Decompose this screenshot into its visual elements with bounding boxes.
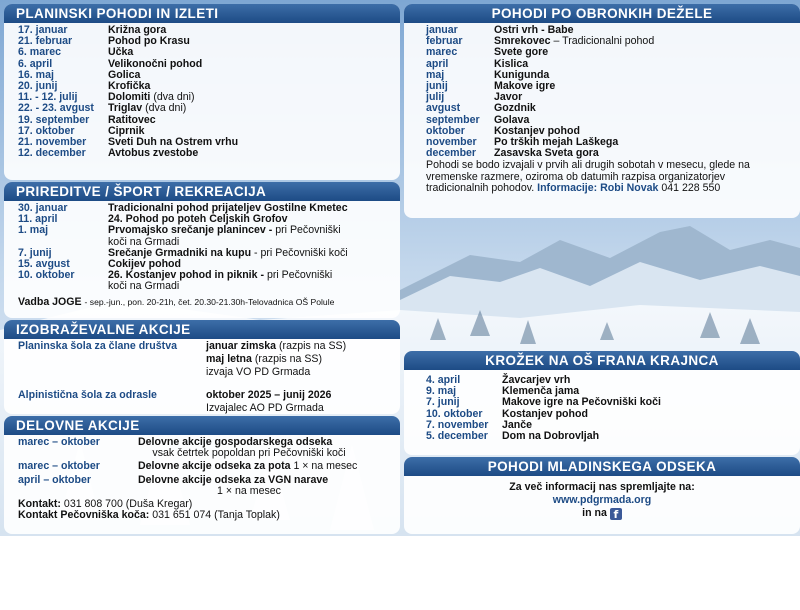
izobrazevalne-panel [4,320,400,414]
event-name: Cokijev pohod [108,258,181,271]
info-phone: 041 228 550 [661,181,721,194]
school-row [4,367,400,378]
event-date: september [426,113,480,126]
event-note: pri Pečovniški [266,269,333,282]
event-date: maj [426,68,445,81]
event-name: Dolomiti [108,91,151,104]
event-name: Makove igre [494,80,556,93]
contact-koca-value: 031 651 074 (Tanja Toplak) [152,509,280,522]
event-name-wrap [108,59,400,70]
event-sub: vsak četrtek popoldan pri Pečovniški koči [152,447,346,460]
event-name: Smrekovec [494,35,551,48]
event-date: januar [426,24,458,36]
event-name: Triglav [108,102,143,115]
school-period: januar zimska [206,340,277,352]
school-note: izvaja VO PD Grmada [206,366,311,379]
event-name: 24. Pohod po poteh Celjskih Grofov [108,213,288,226]
event-name-wrap [108,148,400,159]
delovne-panel [4,416,400,534]
event-date: 6. marec [18,46,61,59]
event-name: Dom na Dobrovljah [502,430,600,443]
joga-place: -Telovadnica OŠ Polule [245,296,335,307]
event-date: oktober [426,124,465,137]
school-note: (razpis na SS) [279,340,347,352]
event-row [4,475,400,497]
mladinski-line3: in na [582,507,607,519]
planinski-pohodi-panel [4,4,400,180]
obronki-list [404,23,800,159]
event-name: Pohod po Krasu [108,35,190,48]
krozek-list [404,370,800,442]
event-name: Kunigunda [494,68,550,81]
event-note: – Tradicionalni pohod [553,35,655,48]
spacer [4,379,400,388]
mladinski-info [404,476,800,520]
event-row [4,59,400,70]
event-note: pri Pečovniški [275,224,341,237]
event-date: julij [426,91,445,104]
mladinski-line1: Za več informacij nas spremljajte na: [509,481,695,493]
mladinski-panel [404,457,800,534]
event-row [404,36,800,47]
delovne-list [4,435,400,497]
facebook-icon[interactable]: f [610,508,622,520]
event-date: 10. oktober [18,269,75,282]
school-name [18,367,206,378]
event-name-wrap [108,36,400,47]
event-row [404,375,800,386]
event-row [404,81,800,92]
event-row [404,397,800,408]
event-name: 26. Kostanjev pohod in piknik - [108,269,264,282]
school-row [4,354,400,365]
event-name: Avtobus zvestobe [108,147,199,160]
event-row [4,36,400,47]
school-detail [206,403,324,414]
event-name-wrap [494,81,800,92]
school-name [18,403,206,414]
event-name: Prvomajsko srečanje planincev - [108,224,273,237]
izobrazevalne-list [4,341,400,414]
event-name: Žavcarjev vrh [502,374,571,386]
event-date: 11. - 12. julij [18,91,78,104]
event-sub: koči na Grmadi [108,235,180,248]
event-name: Srečanje Grmadniki na kupu [108,246,252,259]
event-note: - pri Pečovniški koči [254,246,348,259]
event-date: 15. avgust [18,258,70,271]
event-row [404,47,800,58]
info-label: Informacije: [537,181,598,194]
school-detail [206,390,331,401]
event-row [4,225,400,247]
event-sub: 1 × na mesec [217,484,281,497]
event-note: 1 × na mesec [293,460,358,473]
event-date: 19. september [18,113,90,126]
event-date: 17. januar [18,24,68,36]
event-date: 4. april [426,374,461,386]
event-date: 1. maj [18,224,49,237]
event-row [404,148,800,159]
prireditve-panel [4,182,400,318]
contact-koca-line [4,510,400,521]
event-name-wrap [138,475,400,497]
event-name: Makove igre na Pečovniški koči [502,396,661,409]
website-link[interactable]: www.pdgrmada.org [552,494,652,506]
obronki-note-text: Pohodi se bodo izvajali v prvih ali drugih sobotah v mesecu, glede na vremenske razmere, oziroma ob datumih razpisa organizatorjev tradicionalnih pohodov. [426,159,750,194]
event-row [404,92,800,103]
event-name-wrap [108,270,400,292]
event-date: 7. junij [426,396,460,409]
event-date: 6. april [18,57,53,70]
event-date: marec – oktober [18,460,100,473]
event-row [4,148,400,159]
event-name-wrap [138,461,400,472]
contact-value: 031 808 700 (Duša Kregar) [63,498,193,511]
joga-line [4,293,400,308]
event-name: Delovne akcije gospodarskega odseka [138,436,333,448]
event-date: 12. december [18,147,86,160]
event-row [404,103,800,114]
event-name-wrap [138,437,400,459]
event-row [4,437,400,459]
school-name: Planinska šola za člane društva [18,340,177,352]
event-name-wrap [494,103,800,114]
event-date: 22. - 23. avgust [18,102,94,115]
event-name-wrap [494,148,800,159]
event-name-wrap [108,115,400,126]
event-date: 7. junij [18,246,52,259]
event-name-wrap [502,431,800,442]
event-note: (dva dni) [153,91,195,104]
event-name: Zasavska Sveta gora [494,147,599,160]
event-date: 21. februar [18,35,73,48]
school-note: Izvajalec AO PD Grmada [206,401,324,414]
school-detail [206,367,310,378]
krozek-panel [404,351,800,455]
event-name: Golica [108,68,141,81]
event-name: Svete gore [494,46,549,59]
event-date: 21. november [18,136,87,149]
panel-title: PRIREDITVE / ŠPORT / REKREACIJA [4,182,400,201]
event-name-wrap [494,92,800,103]
event-date: april – oktober [18,473,91,486]
panel-title: POHODI MLADINSKEGA ODSEKA [404,457,800,476]
obronki-pohodi-panel [404,4,800,218]
event-date: 20. junij [18,80,58,93]
event-name: Ostri vrh - Babe [494,24,574,36]
event-name: Janče [502,418,533,431]
event-date: 11. april [18,213,58,226]
school-row [4,390,400,401]
event-date: november [426,136,477,149]
joga-time: - sep.-jun., pon. 20-21h, čet. 20.30-21.30h [84,296,246,307]
event-sub: koči na Grmadi [108,280,180,293]
prireditve-list [4,201,400,293]
school-note: (razpis na SS) [254,353,323,366]
event-name: Kostanjev pohod [502,407,588,420]
obronki-note [404,159,800,194]
event-date: 10. oktober [426,407,483,420]
event-name-wrap [108,225,400,247]
event-name: Učka [108,46,134,59]
event-date: marec – oktober [18,436,100,448]
school-row [4,341,400,352]
event-name-wrap [494,47,800,58]
event-name: Javor [494,91,523,104]
event-name-wrap [108,70,400,81]
contact-label: Kontakt: [18,498,61,511]
event-date: junij [426,80,448,93]
event-date: april [426,57,449,70]
event-name: Po trških mejah Laškega [494,136,619,149]
event-name: Delovne akcije odseka za pota [138,460,291,473]
event-row [4,103,400,114]
event-name-wrap [502,409,800,420]
event-name: Tradicionalni pohod prijateljev Gostilne Kmetec [108,202,348,214]
event-name: Krofička [108,80,151,93]
event-date: 7. november [426,418,489,431]
school-detail [206,341,346,352]
event-name: Ratitovec [108,113,156,126]
event-name: Ciprnik [108,124,145,137]
joga-label: Vadba JOGE [18,295,82,308]
panel-title: DELOVNE AKCIJE [4,416,400,435]
panel-title: KROŽEK NA OŠ FRANA KRAJNCA [404,351,800,370]
school-period: maj letna [206,353,252,366]
event-name: Križna gora [108,24,167,36]
panel-title: IZOBRAŽEVALNE AKCIJE [4,320,400,339]
event-date: 9. maj [426,385,457,398]
event-name: Klemenča jama [502,385,580,398]
event-date: 30. januar [18,202,68,214]
contact-koca-label: Kontakt Pečovniška koča: [18,509,150,522]
event-date: 17. oktober [18,124,75,137]
event-name: Kostanjev pohod [494,124,580,137]
event-date: december [426,147,477,160]
event-row [4,461,400,472]
event-row [404,431,800,442]
event-row [404,59,800,70]
event-name: Kislica [494,57,529,70]
school-row [4,403,400,414]
event-row [4,70,400,81]
event-row [4,270,400,292]
school-name [18,354,206,365]
school-detail [206,354,322,365]
event-row [404,70,800,81]
event-name: Gozdnik [494,102,536,115]
event-date: 5. december [426,430,488,443]
event-name: Velikonočni pohod [108,57,203,70]
event-name: Delovne akcije odseka za VGN narave [138,473,329,486]
panel-title: POHODI PO OBRONKIH DEŽELE [404,4,800,23]
event-name: Sveti Duh na Ostrem vrhu [108,136,239,149]
school-period: oktober 2025 – junij 2026 [206,388,332,401]
event-date: februar [426,35,463,48]
planinski-list [4,23,400,159]
event-date: 16. maj [18,68,54,81]
info-person: Robi Novak [600,181,659,194]
event-name: Golava [494,113,530,126]
event-note: (dva dni) [145,102,187,115]
mladinski-line3-wrap [404,507,800,520]
panel-title: PLANINSKI POHODI IN IZLETI [4,4,400,23]
school-name: Alpinistična šola za odrasle [18,388,157,401]
event-date: marec [426,46,458,59]
event-date: avgust [426,102,461,115]
